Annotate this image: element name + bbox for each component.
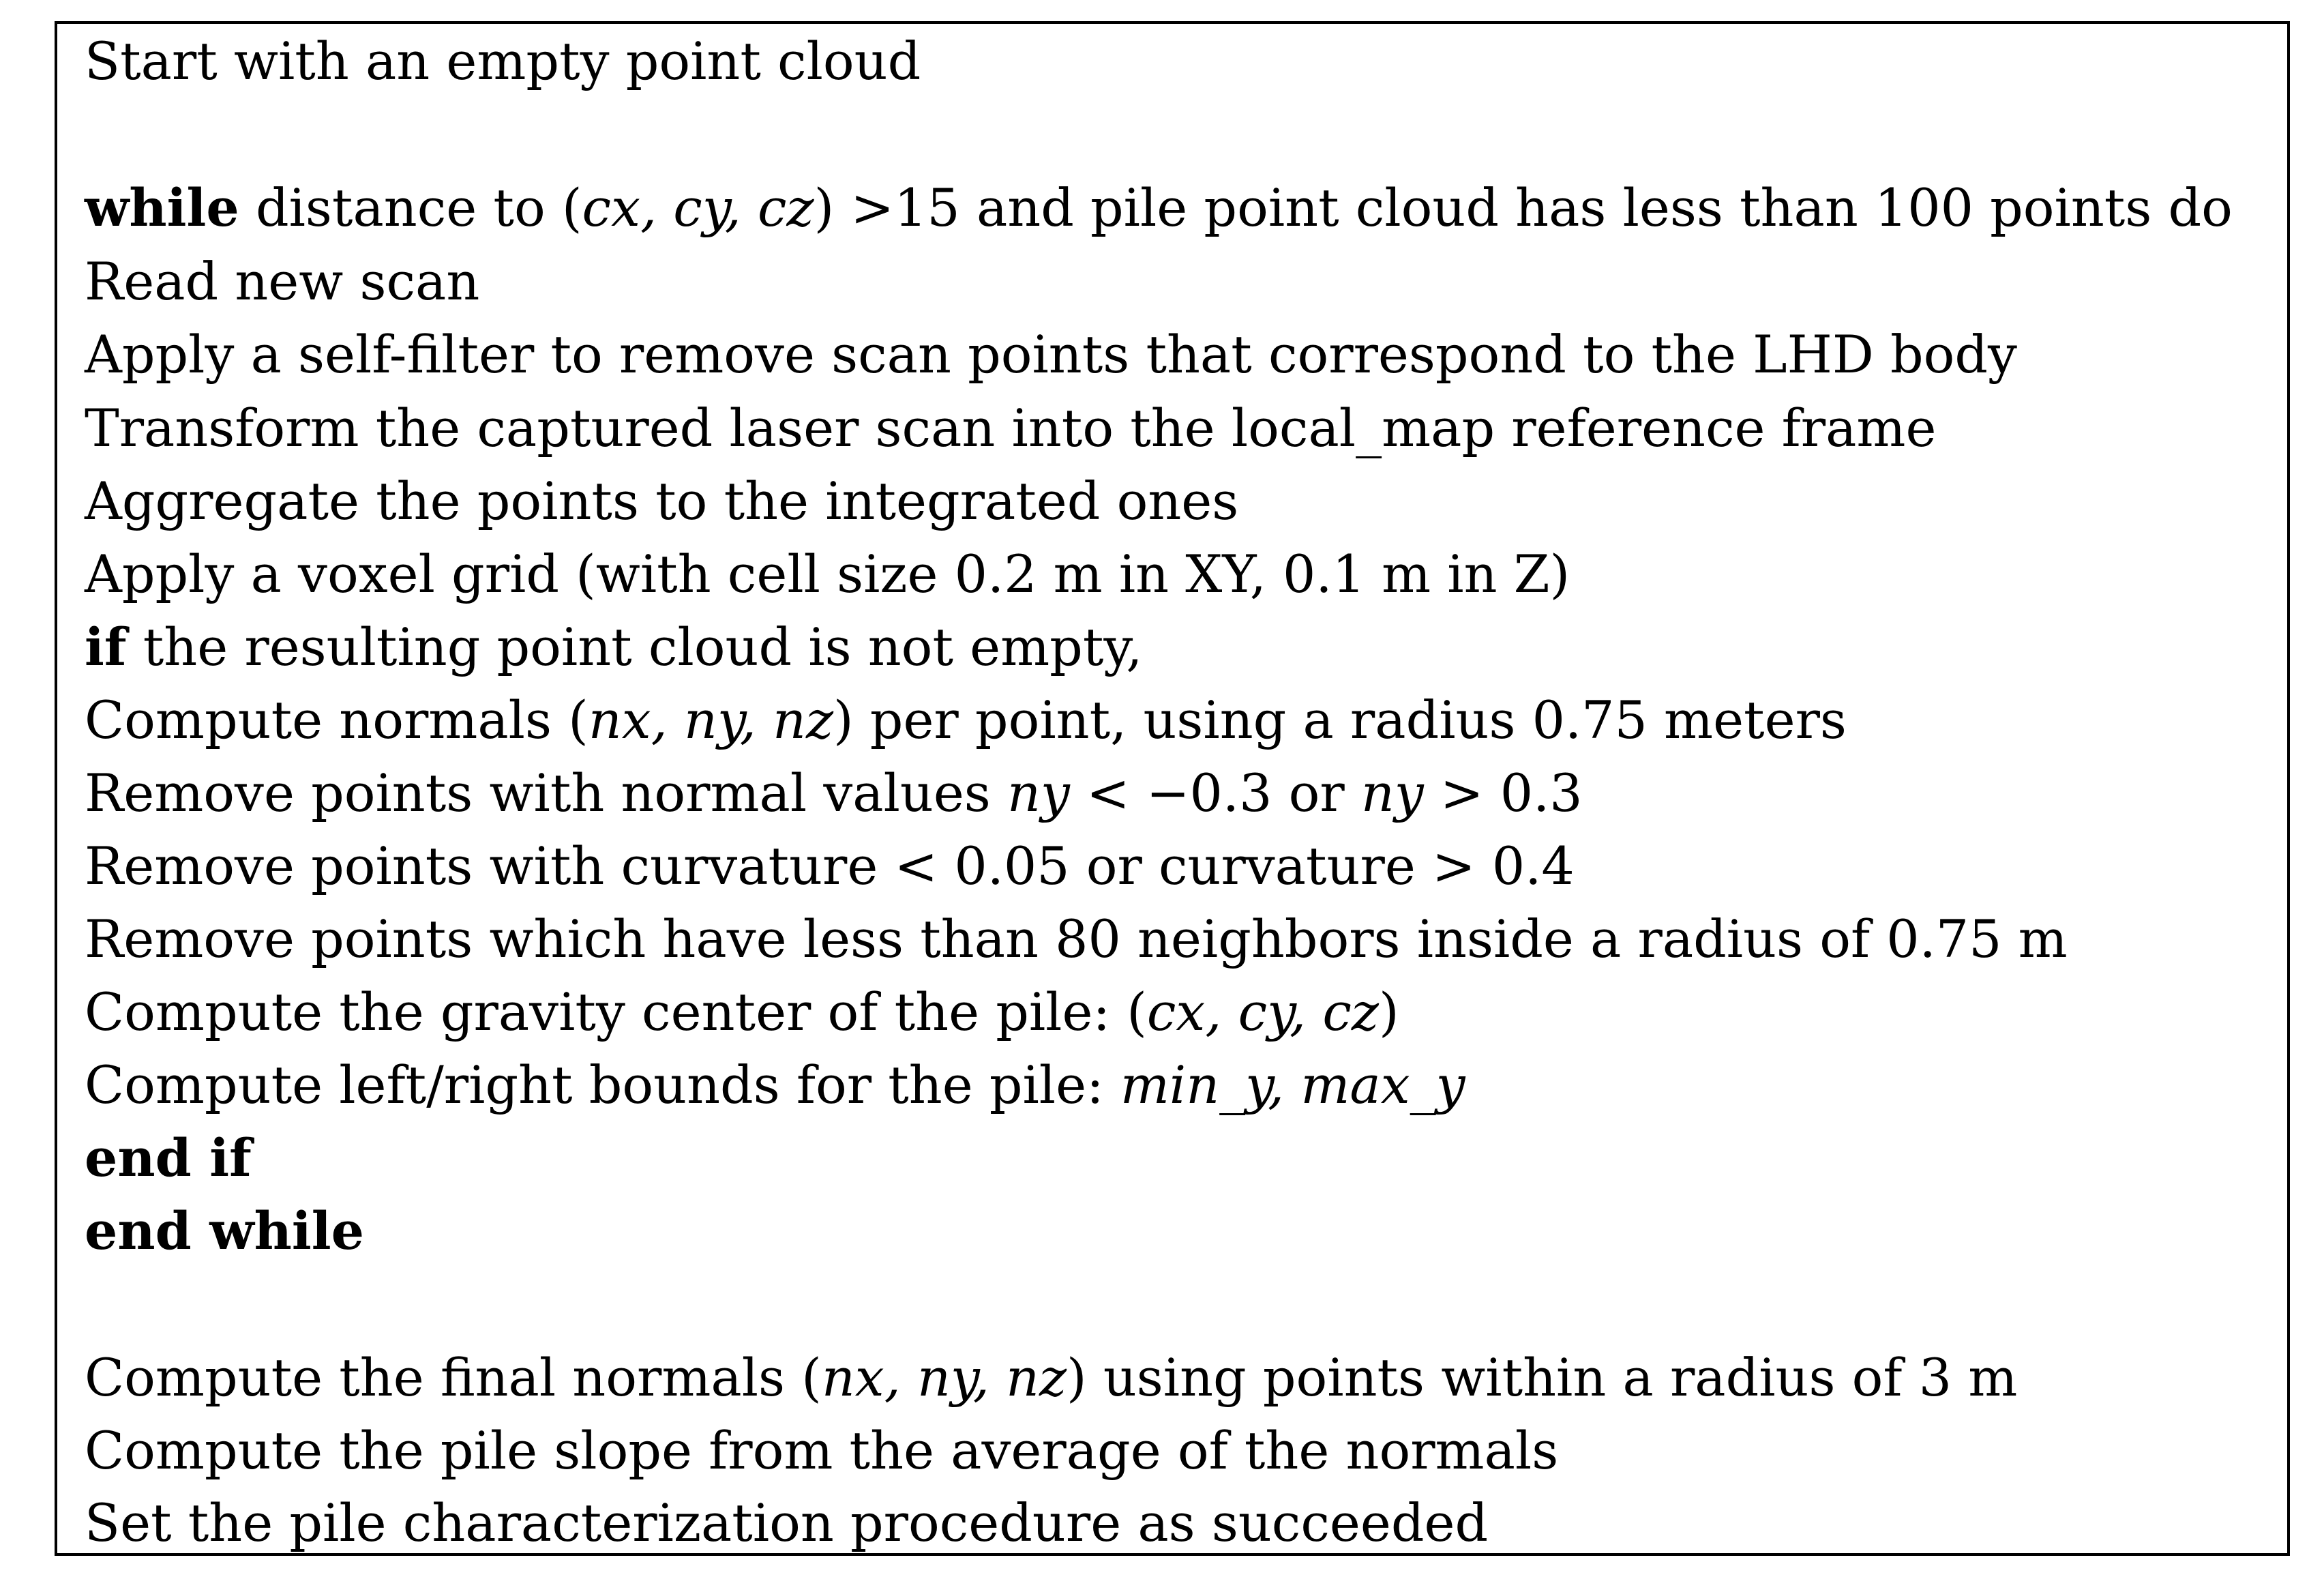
line-gravity-center-vars: cx, cy, cz [1146,982,1379,1042]
line-aggregate: Aggregate the points to the integrated ones [85,471,1239,531]
line-final-normals-text-2: ) using points within a radius of 3 m [1067,1347,2018,1408]
line-remove-normals-var-1: ny [1007,763,1070,823]
line-compute-normals-text-2: ) per point, using a radius 0.75 meters [833,690,1847,750]
line-remove-normals-text-1: Remove points with normal values [85,763,1007,823]
line-gravity-center-text-2: ) [1378,982,1399,1042]
line-remove-normals-text-2: < −0.3 or [1069,763,1361,823]
line-while-text-2: ) >15 and pile point cloud has less than 100 points do [814,177,2233,238]
line-compute-normals [85,684,1847,756]
line-remove-curvature: Remove points with curvature < 0.05 or curvature > 0.4 [85,836,1575,896]
line-read-scan: Read new scan [85,251,480,312]
line-final-normals [85,1342,2017,1414]
keyword-if: if [85,617,127,677]
line-final-normals-vars: nx, ny, nz [821,1347,1067,1408]
line-while [85,172,2233,244]
line-remove-normals-text-3: > 0.3 [1423,763,1583,823]
line-bounds-text: Compute left/right bounds for the pile: [85,1055,1120,1115]
line-self-filter: Apply a self-filter to remove scan points that correspond to the LHD body [85,324,2017,385]
line-gravity-center-text-1: Compute the gravity center of the pile: ( [85,982,1147,1042]
line-remove-normals-var-2: ny [1360,763,1424,823]
line-final-normals-text-1: Compute the final normals ( [85,1347,822,1408]
line-start: Start with an empty point cloud [85,31,921,91]
line-while-vars: cx, cy, cz [582,177,814,238]
line-end-while: end while [85,1200,364,1261]
line-bounds-vars: min_y, max_y [1120,1055,1465,1115]
line-compute-normals-text-1: Compute normals ( [85,690,589,750]
line-if-text: the resulting point cloud is not empty, [126,617,1143,677]
line-bounds [85,1049,1465,1121]
line-if [85,611,1142,683]
line-gravity-center [85,976,1399,1048]
line-succeeded: Set the pile characterization procedure as succeeded [85,1492,1489,1553]
line-while-text-1: distance to ( [239,177,582,238]
line-remove-normals [85,757,1583,829]
line-compute-normals-vars: nx, ny, nz [588,690,833,750]
line-remove-neighbors: Remove points which have less than 80 neighbors inside a radius of 0.75 m [85,909,2068,969]
line-end-if: end if [85,1128,252,1188]
line-voxel-grid: Apply a voxel grid (with cell size 0.2 m in XY, 0.1 m in Z) [85,544,1570,604]
line-transform: Transform the captured laser scan into the local_map reference frame [85,398,1937,458]
line-pile-slope: Compute the pile slope from the average of the normals [85,1420,1559,1481]
keyword-while: while [85,177,239,238]
